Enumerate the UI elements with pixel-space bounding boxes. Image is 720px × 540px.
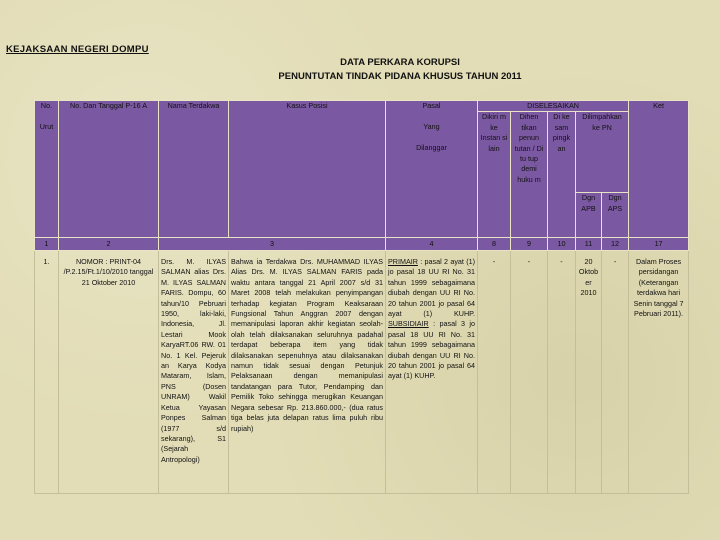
header-row [35,101,689,112]
col-number: 12 [602,238,629,251]
table-row [35,251,689,494]
row-ket: Dalam Proses persidangan (Keterangan terdakwa hari Senin tanggal 7 Pebruari 2011). [629,251,689,494]
col-number: 2 [59,238,159,251]
row-dikesampingkan: - [548,251,576,494]
col-ket-header: Ket [629,101,689,238]
title-line-1: DATA PERKARA KORUPSI [340,57,460,68]
col-number: 8 [478,238,511,251]
row-apb: 20 Oktob er 2010 [576,251,602,494]
row-nama: Drs. M. ILYAS SALMAN alias Drs. M. ILYAS SALMAN FARIS. Dompu, 60 tahun/10 Pebruari 1950, laki-laki, Indonesia, Jl. Lestari Mook KaryaRT.06 RW. 01 No. 1 Kel. Pejeruk an Karya Kodya Mataram, Islam, PNS (Dosen UNRAM) Wakil Ketua Yayasan Ponpes Salman (1977 s/d sekarang), S1 (Sejarah Antropologi) [159,251,229,494]
col-dikesampingkan-header: Di ke sam pingk an [548,112,576,238]
case-table [34,100,689,494]
col-apb-header: Dgn APB [576,193,602,238]
pasal-subsidiair-text: : pasal 3 jo pasal 18 UU RI No. 31 tahun 1999 sebagaimana diubah dengan UU RI No. 20 tahun 2001 jo pasal 64 ayat (1) KUHP. [388,319,476,381]
column-number-row [35,238,689,251]
col-dilimpahkan-header: Dilimpahkan ke PN [576,112,629,193]
col-dihentikan-header: Dihen tikan penun tutan / Di tu tup demi huku m [511,112,548,238]
col-number: 11 [576,238,602,251]
col-kasus-header: Kasus Posisi [229,101,386,238]
col-no-header: No. Urut [35,101,59,238]
col-pasal-header: Pasal Yang Dilanggar [386,101,478,238]
col-number: 4 [386,238,478,251]
col-diselesaikan-header: DISELESAIKAN [478,101,629,112]
col-number: 17 [629,238,689,251]
col-tanggal-header: No. Dan Tanggal P-16 A [59,101,159,238]
col-number: 1 [35,238,59,251]
col-dikirim-header: Dikiri m ke Instan si lain [478,112,511,238]
row-dihentikan: - [511,251,548,494]
col-number: 3 [159,238,386,251]
col-nama-header: Nama Terdakwa [159,101,229,238]
row-no: 1. [35,251,59,494]
pasal-primair-label: PRIMAIR [388,257,418,266]
organization-title: KEJAKSAAN NEGERI DOMPU [6,44,149,55]
row-dikirim: - [478,251,511,494]
row-kasus: Bahwa ia Terdakwa Drs. MUHAMMAD ILYAS Alias Drs. M. ILYAS SALMAN FARIS pada waktu antara tanggal 21 April 2007 s/d 31 Maret 2008 telah melakukan penyimpangan terhadap kegiatan Program Keaksaraan Fungsional Tahun Anggran 2007 dengan memanipulasi laporan akhir kegiatan seolah-olah telah dilaksanakan seluruhnya padahal terdapat beberapa item yang tidak dilaksanakan sepenuhnya atau dilaksanakan namun tidak sesuai dengan Petunjuk Pelaksanaan dengan memanipulasi tandatangan para Tutor, Pendamping dan Pemilik Toko sehingga merugikan Keuangan Negara sebesar Rp. 213.860.000,- (dua ratus tiga belas juta delapan ratus lima puluh ribu rupiah) [229,251,386,494]
row-pasal [386,251,478,494]
row-aps: - [602,251,629,494]
pasal-subsidiair-label: SUBSIDIAIR [388,319,429,329]
pasal-primair-text: : pasal 2 ayat (1) jo pasal 18 UU RI No. 31 tahun 1999 sebagaimana diubah dengan UU RI No. 20 tahun 2001 jo pasal 64 ayat (1) KUHP. [388,257,475,319]
title-line-2: PENUNTUTAN TINDAK PIDANA KHUSUS TAHUN 2011 [278,71,522,82]
page-title [140,56,660,84]
row-tanggal: NOMOR : PRINT-04 /P.2.15/Ft.1/10/2010 tanggal 21 Oktober 2010 [59,251,159,494]
col-number: 9 [511,238,548,251]
col-number: 10 [548,238,576,251]
col-aps-header: Dgn APS [602,193,629,238]
